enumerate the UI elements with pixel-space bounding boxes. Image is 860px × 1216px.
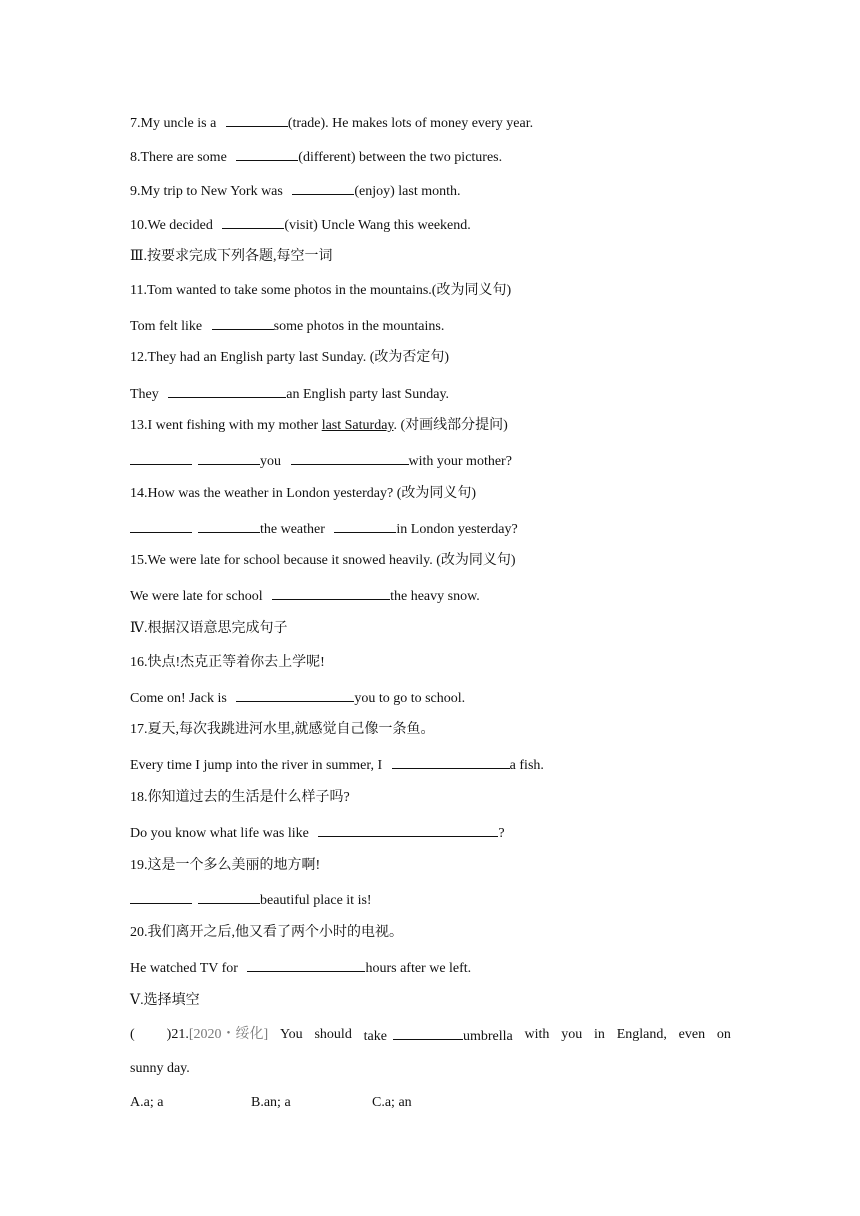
answer-blank[interactable]: [198, 889, 260, 904]
question-11-answer: Tom felt like some photos in the mountains.: [130, 315, 444, 337]
question-20-answer: He watched TV for hours after we left.: [130, 957, 471, 979]
underlined-phrase: last Saturday: [321, 418, 394, 433]
answer-blank[interactable]: [168, 383, 286, 398]
question-10: 10.We decided (visit) Uncle Wang this weekend.: [130, 214, 471, 236]
question-17-answer: Every time I jump into the river in summer, I a fish.: [130, 754, 544, 776]
question-13-answer: you with your mother?: [130, 450, 512, 472]
question-16-prompt: 16.快点!杰克正等着你去上学呢!: [130, 655, 325, 670]
question-18-answer: Do you know what life was like ?: [130, 822, 505, 844]
question-18-prompt: 18.你知道过去的生活是什么样子吗?: [130, 790, 350, 805]
answer-blank[interactable]: [130, 450, 192, 465]
question-13-prompt: 13.I went fishing with my mother last Saturday. (对画线部分提问): [130, 418, 508, 433]
answer-blank[interactable]: [222, 214, 284, 229]
question-21-continued: sunny day.: [130, 1061, 190, 1076]
option-b[interactable]: B.an; a: [251, 1095, 291, 1110]
question-17-prompt: 17.夏天,每次我跳进河水里,就感觉自己像一条鱼。: [130, 722, 435, 737]
option-c[interactable]: C.a; an: [372, 1095, 412, 1110]
question-20-prompt: 20.我们离开之后,他又看了两个小时的电视。: [130, 925, 403, 940]
question-15-answer: We were late for school the heavy snow.: [130, 585, 480, 607]
answer-blank[interactable]: [272, 585, 390, 600]
question-14-prompt: 14.How was the weather in London yesterday? (改为同义句): [130, 486, 477, 501]
answer-blank[interactable]: [334, 518, 396, 533]
source-tag: [2020・绥化]: [188, 1027, 269, 1042]
answer-blank[interactable]: [393, 1025, 463, 1040]
answer-blank[interactable]: [198, 518, 260, 533]
answer-blank[interactable]: [130, 518, 192, 533]
answer-blank[interactable]: [212, 315, 274, 330]
answer-blank[interactable]: [226, 112, 288, 127]
answer-blank[interactable]: [198, 450, 260, 465]
answer-blank[interactable]: [318, 822, 498, 837]
section-3-heading: Ⅲ.按要求完成下列各题,每空一词: [130, 249, 333, 264]
question-12-prompt: 12.They had an English party last Sunday. (改为否定句): [130, 350, 450, 365]
question-16-answer: Come on! Jack is you to go to school.: [130, 687, 465, 709]
answer-blank[interactable]: [236, 146, 298, 161]
answer-blank[interactable]: [392, 754, 510, 769]
answer-blank[interactable]: [291, 450, 409, 465]
question-9: 9.My trip to New York was (enjoy) last month.: [130, 180, 461, 202]
question-21-options: [130, 1093, 412, 1113]
question-19-prompt: 19.这是一个多么美丽的地方啊!: [130, 858, 321, 873]
section-5-heading: Ⅴ.选择填空: [130, 993, 200, 1008]
answer-blank[interactable]: [130, 889, 192, 904]
answer-blank[interactable]: [292, 180, 354, 195]
question-11-prompt: 11.Tom wanted to take some photos in the mountains.(改为同义句): [130, 283, 512, 298]
section-4-heading: Ⅳ.根据汉语意思完成句子: [130, 621, 288, 636]
question-7: 7.My uncle is a (trade). He makes lots of money every year.: [130, 112, 533, 134]
option-a[interactable]: A.a; a: [130, 1095, 164, 1110]
answer-blank[interactable]: [236, 687, 354, 702]
question-14-answer: the weather in London yesterday?: [130, 518, 518, 540]
question-8: 8.There are some (different) between the two pictures.: [130, 146, 502, 168]
question-12-answer: They an English party last Sunday.: [130, 383, 449, 405]
answer-blank[interactable]: [247, 957, 365, 972]
question-15-prompt: 15.We were late for school because it snowed heavily. (改为同义句): [130, 553, 516, 568]
question-19-answer: beautiful place it is!: [130, 889, 372, 911]
question-21: ( )21.[2020・绥化] You should take umbrella with you in England, even on: [130, 1027, 731, 1044]
